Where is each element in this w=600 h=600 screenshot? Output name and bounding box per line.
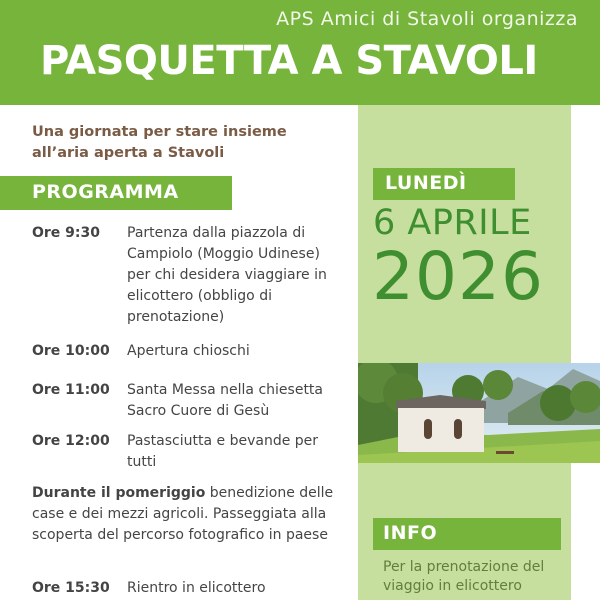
programma-label: PROGRAMMA xyxy=(32,181,179,203)
schedule-desc: Rientro in elicottero xyxy=(127,580,266,596)
header-banner xyxy=(0,0,600,105)
info-label: INFO xyxy=(383,522,438,544)
weekday-banner xyxy=(373,168,515,200)
organizer-text: APS Amici di Stavoli organizza xyxy=(276,8,578,30)
schedule-desc: Apertura chioschi xyxy=(127,343,250,359)
event-date: 6 APRILE xyxy=(373,203,532,243)
weekday-label: LUNEDÌ xyxy=(385,172,467,194)
schedule-desc: Pastasciutta e bevande per tutti xyxy=(127,433,319,470)
info-text: Per la prenotazione del viaggio in elicottero xyxy=(383,559,545,594)
afternoon-paragraph xyxy=(32,483,342,546)
schedule-desc: Partenza dalla piazzola di Campiolo (Moggio Udinese) per chi desidera viaggiare in elicottero (obbligo di prenotazione) xyxy=(127,225,327,325)
schedule-desc: Santa Messa nella chiesetta Sacro Cuore di Gesù xyxy=(127,382,323,419)
afternoon-text: benedizione delle case e dei mezzi agricoli. Passeggiata alla scoperta del percorso fotografico in paese xyxy=(32,485,334,543)
chapel-photo xyxy=(358,363,600,463)
schedule-time: Ore 11:00 xyxy=(32,382,110,398)
schedule-time: Ore 12:00 xyxy=(32,433,110,449)
info-banner xyxy=(373,518,561,550)
schedule-time: Ore 9:30 xyxy=(32,225,100,241)
afternoon-lead: Durante il pomeriggio xyxy=(32,485,206,501)
event-year: 2026 xyxy=(372,238,544,315)
event-title: PASQUETTA A STAVOLI xyxy=(40,38,538,84)
event-subtitle: Una giornata per stare insieme all’aria aperta a Stavoli xyxy=(32,124,287,161)
programma-banner xyxy=(0,176,232,210)
schedule-time: Ore 10:00 xyxy=(32,343,110,359)
schedule-time: Ore 15:30 xyxy=(32,580,110,596)
